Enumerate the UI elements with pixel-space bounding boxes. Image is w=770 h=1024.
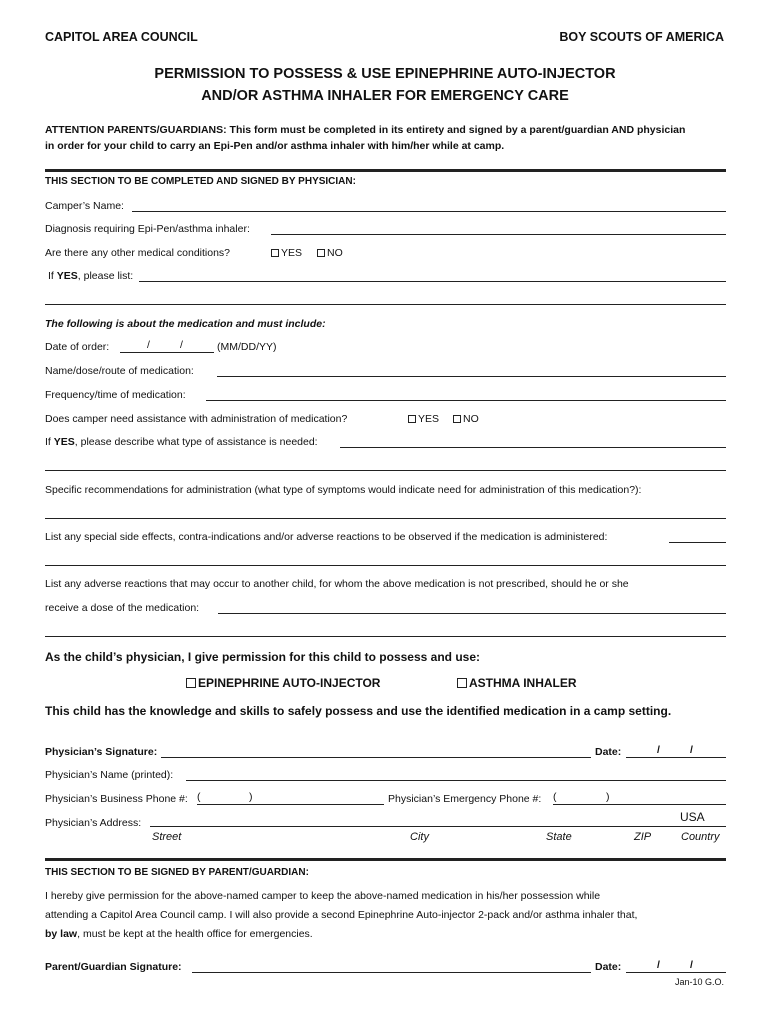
physician-date-field[interactable] bbox=[626, 757, 726, 758]
parent-signature-field[interactable] bbox=[192, 972, 591, 973]
checkbox-icon[interactable] bbox=[271, 249, 279, 257]
attention-line2: in order for your child to carry an Epi-Pen and/or asthma inhaler with him/her while at camp. bbox=[45, 140, 505, 152]
date-slash: / bbox=[657, 744, 660, 756]
physician-date-label: Date: bbox=[595, 746, 622, 758]
physician-address-label: Physician’s Address: bbox=[45, 817, 142, 829]
area-code-paren: ( bbox=[553, 791, 557, 803]
frequency-field[interactable] bbox=[206, 400, 726, 401]
diagnosis-field[interactable] bbox=[271, 234, 726, 235]
date-format-hint: (MM/DD/YY) bbox=[217, 341, 277, 353]
zip-caption: ZIP bbox=[634, 831, 652, 843]
assistance-yes[interactable]: YES bbox=[408, 413, 439, 425]
date-of-order-label: Date of order: bbox=[45, 341, 110, 353]
parent-statement-line1: I hereby give permission for the above-named camper to keep the above-named medication in his/her possession while bbox=[45, 890, 601, 902]
date-slash: / bbox=[657, 959, 660, 971]
physician-address-field[interactable] bbox=[150, 826, 726, 827]
parent-section-heading: THIS SECTION TO BE SIGNED BY PARENT/GUARDIAN: bbox=[45, 867, 309, 878]
other-conditions-label: Are there any other medical conditions? bbox=[45, 247, 231, 259]
frequency-label: Frequency/time of medication: bbox=[45, 389, 186, 401]
assistance-describe-field-2[interactable] bbox=[45, 470, 726, 471]
city-caption: City bbox=[410, 831, 429, 843]
street-caption: Street bbox=[152, 831, 182, 843]
name-dose-label: Name/dose/route of medication: bbox=[45, 365, 194, 377]
campers-name-field[interactable] bbox=[132, 211, 726, 212]
organization-name: BOY SCOUTS OF AMERICA bbox=[559, 30, 724, 44]
medication-heading: The following is about the medication and must include: bbox=[45, 318, 326, 330]
parent-date-field[interactable] bbox=[626, 972, 726, 973]
area-code-paren: ( bbox=[197, 791, 201, 803]
physician-name-label: Physician’s Name (printed): bbox=[45, 769, 174, 781]
date-of-order-field[interactable] bbox=[120, 352, 214, 353]
business-phone-label: Physician’s Business Phone #: bbox=[45, 793, 188, 805]
other-conditions-no[interactable]: NO bbox=[317, 247, 343, 259]
physician-name-field[interactable] bbox=[186, 780, 726, 781]
form-title-line2: AND/OR ASTHMA INHALER FOR EMERGENCY CARE bbox=[201, 88, 569, 104]
checkbox-icon[interactable] bbox=[408, 415, 416, 423]
section-divider bbox=[45, 169, 726, 172]
form-version-code: Jan-10 G.O. bbox=[674, 977, 724, 987]
emergency-phone-field[interactable] bbox=[553, 804, 726, 805]
physician-signature-label: Physician’s Signature: bbox=[45, 746, 158, 758]
specific-recommendations-field[interactable] bbox=[45, 518, 726, 519]
state-caption: State bbox=[546, 831, 572, 843]
knowledge-statement: This child has the knowledge and skills to safely possess and use the identified medication in a camp setting. bbox=[45, 704, 672, 718]
date-slash: / bbox=[147, 339, 150, 351]
checkbox-icon[interactable] bbox=[186, 678, 196, 688]
specific-recommendations-label: Specific recommendations for administration (what type of symptoms would indicate need for administration of this medication?): bbox=[45, 484, 642, 496]
assistance-describe-label: If YES, please describe what type of assistance is needed: bbox=[45, 436, 318, 448]
adverse-reactions-field[interactable] bbox=[218, 613, 726, 614]
parent-signature-label: Parent/Guardian Signature: bbox=[45, 961, 182, 973]
asthma-inhaler-option[interactable]: ASTHMA INHALER bbox=[457, 676, 577, 690]
adverse-reactions-label-1: List any adverse reactions that may occur to another child, for whom the above medication is not prescribed, should he or she bbox=[45, 578, 629, 590]
side-effects-field-2[interactable] bbox=[45, 565, 726, 566]
parent-date-label: Date: bbox=[595, 961, 622, 973]
council-name: CAPITOL AREA COUNCIL bbox=[45, 30, 198, 44]
area-code-paren: ) bbox=[249, 791, 253, 803]
name-dose-field[interactable] bbox=[217, 376, 726, 377]
assistance-question: Does camper need assistance with administration of medication? bbox=[45, 413, 348, 425]
physician-permission-statement: As the child’s physician, I give permission for this child to possess and use: bbox=[45, 650, 480, 664]
checkbox-icon[interactable] bbox=[457, 678, 467, 688]
checkbox-icon[interactable] bbox=[317, 249, 325, 257]
campers-name-label: Camper’s Name: bbox=[45, 200, 124, 212]
other-conditions-list-field-2[interactable] bbox=[45, 304, 726, 305]
side-effects-field[interactable] bbox=[669, 542, 726, 543]
area-code-paren: ) bbox=[606, 791, 610, 803]
assistance-describe-field[interactable] bbox=[340, 447, 726, 448]
epinephrine-option[interactable]: EPINEPHRINE AUTO-INJECTOR bbox=[186, 676, 380, 690]
checkbox-icon[interactable] bbox=[453, 415, 461, 423]
emergency-phone-label: Physician’s Emergency Phone #: bbox=[388, 793, 542, 805]
business-phone-field[interactable] bbox=[197, 804, 384, 805]
adverse-reactions-label-2: receive a dose of the medication: bbox=[45, 602, 200, 614]
side-effects-label: List any special side effects, contra-indications and/or adverse reactions to be observed if the medication is administered: bbox=[45, 531, 608, 543]
date-slash: / bbox=[690, 959, 693, 971]
country-value[interactable]: USA bbox=[680, 810, 705, 824]
physician-section-heading: THIS SECTION TO BE COMPLETED AND SIGNED BY PHYSICIAN: bbox=[45, 176, 356, 187]
attention-line1: ATTENTION PARENTS/GUARDIANS: This form must be completed in its entirety and signed by a parent/guardian AND physician bbox=[45, 124, 686, 136]
physician-signature-field[interactable] bbox=[161, 757, 591, 758]
other-conditions-yes[interactable]: YES bbox=[271, 247, 302, 259]
country-caption: Country bbox=[681, 831, 720, 843]
form-title-line1: PERMISSION TO POSSESS & USE EPINEPHRINE AUTO-INJECTOR bbox=[154, 66, 616, 82]
other-conditions-list-field[interactable] bbox=[139, 281, 726, 282]
section-divider bbox=[45, 858, 726, 861]
adverse-reactions-field-2[interactable] bbox=[45, 636, 726, 637]
date-slash: / bbox=[690, 744, 693, 756]
assistance-no[interactable]: NO bbox=[453, 413, 479, 425]
if-yes-list-label: If YES, please list: bbox=[48, 270, 134, 282]
parent-statement-line2: attending a Capitol Area Council camp. I will also provide a second Epinephrine Auto-injector 2-pack and/or asthma inhaler that, bbox=[45, 909, 638, 921]
diagnosis-label: Diagnosis requiring Epi-Pen/asthma inhaler: bbox=[45, 223, 250, 235]
date-slash: / bbox=[180, 339, 183, 351]
parent-statement-line3: by law, must be kept at the health office for emergencies. bbox=[45, 928, 313, 940]
